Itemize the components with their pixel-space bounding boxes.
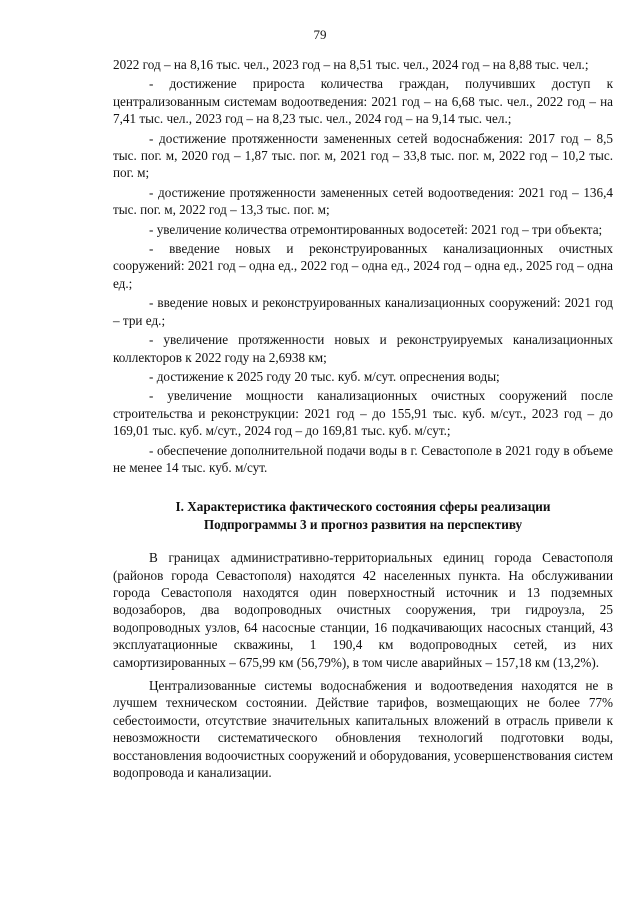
- list-item: - обеспечение дополнительной подачи воды в г. Севастополе в 2021 году в объеме не менее 14 тыс. куб. м/сут.: [113, 442, 613, 475]
- section-heading-line-2: Подпрограммы 3 и прогноз развития на перспективу: [203, 516, 523, 532]
- list-item: - достижение протяженности замененных сетей водоотведения: 2021 год – 136,4 тыс. пог. м, 2022 год – 13,3 тыс. пог. м;: [113, 184, 613, 218]
- list-item: - увеличение количества отремонтированных водосетей: 2021 год – три объекта;: [149, 221, 603, 237]
- list-item: - достижение протяженности замененных сетей водоснабжения: 2017 год – 8,5 тыс. пог. м, 2020 год – 1,87 тыс. пог. м, 2021 год – 33,8 тыс. пог. м, 2022 год – 10,2 тыс. пог. м;: [113, 130, 613, 181]
- list-item: - увеличение мощности канализационных очистных сооружений после строительства и реконструкции: 2021 год – до 155,91 тыс. куб. м/сут., 2023 год – до 169,01 тыс. куб. м/сут., 2024 год – до 169,81 тыс. куб. м/сут.;: [113, 388, 613, 439]
- list-item: - достижение к 2025 году 20 тыс. куб. м/сут. опреснения воды;: [149, 368, 500, 384]
- section-paragraph-2: Централизованные системы водоснабжения и водоотведения находятся не в лучшем техническом состоянии. Действие тарифов, возмещающих не более 77% себестоимости, отсутствие значительных капитальных вложений в отрасль привели к невозможности систематического обновления технологий подготовки воды, восстановления водоочистных сооружений и оборудования, усовершенствования систем водопровода и канализации.: [113, 678, 613, 781]
- list-item: - введение новых и реконструированных канализационных сооружений: 2021 год – три ед.;: [113, 295, 613, 328]
- list-item-continuation: 2022 год – на 8,16 тыс. чел., 2023 год – на 8,51 тыс. чел., 2024 год – на 8,88 тыс. чел.;: [113, 57, 589, 72]
- section-heading: [113, 498, 613, 533]
- page-number: 79: [313, 27, 327, 42]
- section-paragraph-1: В границах административно-территориальных единиц города Севастополя (районов города Севастополя) находятся 42 населенных пункта. На обслуживании города Севастополя находятся один поверхностный источник и 13 подземных водозаборов, два водопроводных очистных сооружения, три гидроузла, 25 водопроводных узлов, 64 насосные станции, 16 подкачивающих насосных станций, 43 эксплуатационные скважины, 1 190,4 км водопроводных сетей, из них самортизированных – 675,99 км (56,79%), в том числе аварийных – 157,18 км (13,2%).: [113, 550, 613, 670]
- document-body: [113, 56, 613, 783]
- list-item: - введение новых и реконструированных канализационных очистных сооружений: 2021 год – одна ед., 2022 год – одна ед., 2024 год – одна ед., 2025 год – одна ед.;: [113, 241, 613, 291]
- list-item: - достижение прироста количества граждан, получивших доступ к централизованным системам водоотведения: 2021 год – на 6,68 тыс. чел., 2022 год – на 7,41 тыс. чел., 2023 год – на 8,23 тыс. чел., 2024 год – на 9,14 тыс. чел.;: [113, 76, 613, 127]
- section-heading-line-1: I. Характеристика фактического состояния сферы реализации: [175, 499, 551, 515]
- list-item: - увеличение протяженности новых и реконструируемых канализационных коллекторов к 2022 году на 2,6938 км;: [113, 332, 613, 365]
